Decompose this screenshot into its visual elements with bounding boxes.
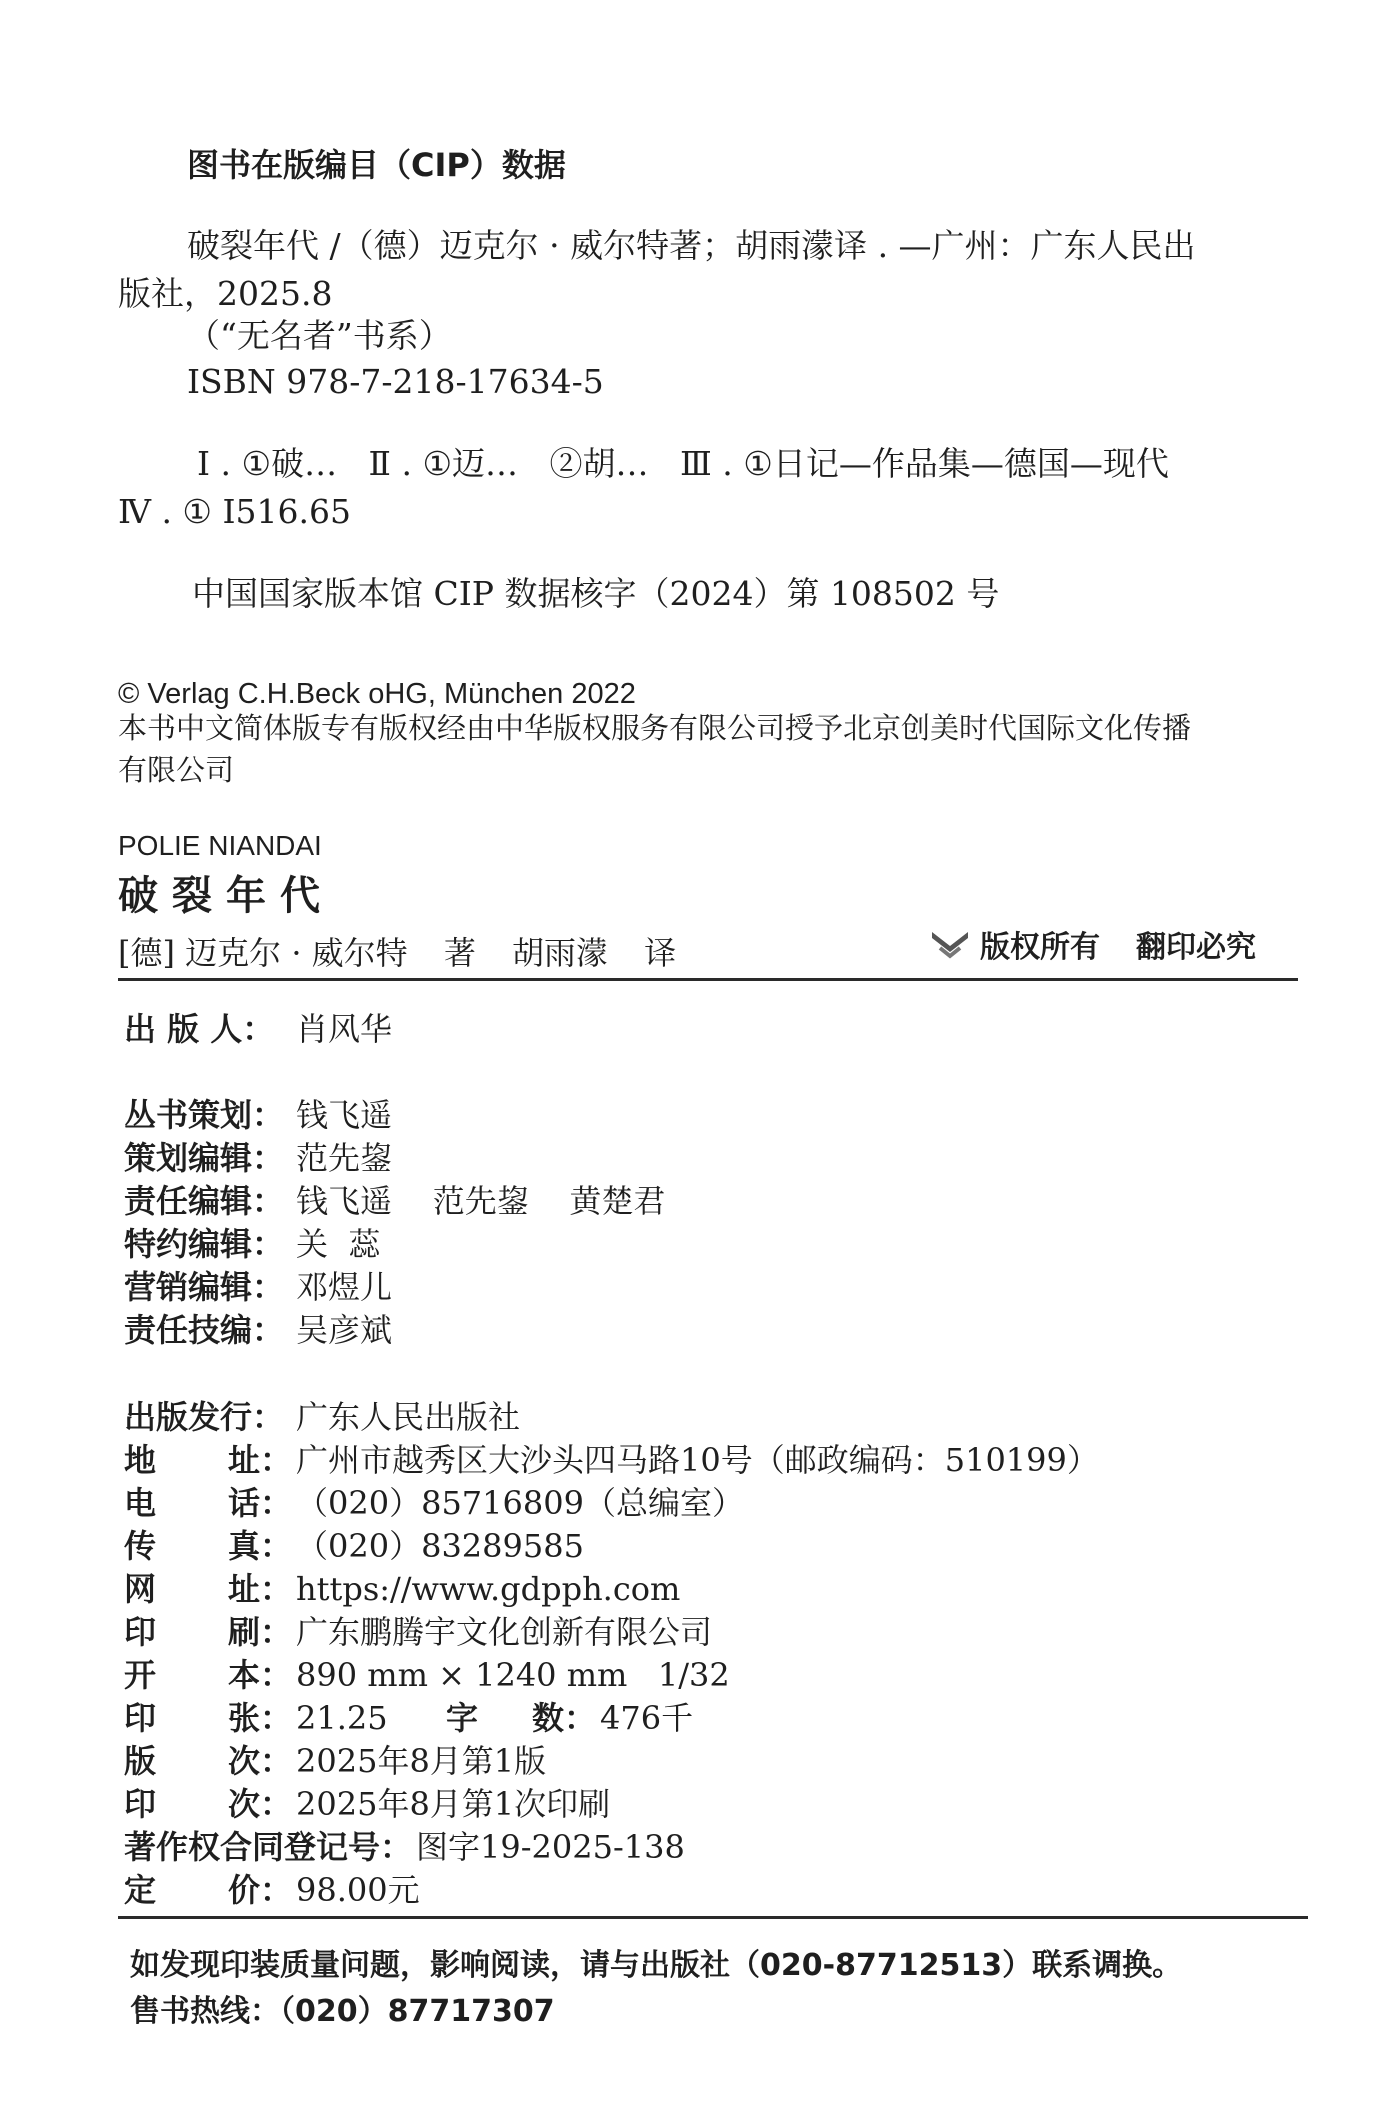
byline-author-role: 著: [443, 934, 476, 972]
copyright-line1: © Verlag C.H.Beck oHG, München 2022: [118, 678, 636, 710]
pub-contract: 著作权合同登记号： 图字19-2025-138: [124, 1828, 685, 1866]
pub-price: 定 价： 98.00元: [124, 1871, 420, 1909]
credit-publisher: [124, 1004, 392, 1046]
credit-planning-editor: [124, 1133, 392, 1175]
pub-printing: 印 次： 2025年8月第1次印刷: [124, 1785, 611, 1823]
byline-author: [德] 迈克尔 · 威尔特: [118, 934, 408, 972]
pub-sheets: 印 张： 21.25 字 数： 476千: [124, 1699, 694, 1737]
footer-hotline: 售书热线：（020）87717307: [130, 1994, 555, 2029]
credit-label: 策划编辑：: [124, 1139, 285, 1177]
byline: [118, 928, 702, 974]
book-title: 破裂年代: [118, 873, 334, 919]
credit-value: 邓煜儿: [296, 1268, 393, 1306]
book-pinyin: POLIE NIANDAI: [118, 830, 322, 861]
pub-fax: 传 真： （020）83289585: [124, 1527, 584, 1565]
pub-printer: 印 刷： 广东鹏腾宇文化创新有限公司: [124, 1613, 713, 1651]
credit-special-editor: [124, 1219, 380, 1261]
cip-entry-line2: 版社，2025.8: [118, 274, 333, 313]
byline-translator: 胡雨濛: [512, 934, 609, 972]
pub-format: 开 本： 890 mm × 1240 mm 1/32: [124, 1656, 730, 1694]
pub-phone: 电 话： （020）85716809（总编室）: [124, 1484, 744, 1522]
byline-translator-role: 译: [644, 934, 677, 972]
credit-value: 肖风华: [296, 1010, 393, 1048]
copyright-line2: 本书中文简体版专有版权经由中华版权服务有限公司授予北京创美时代国际文化传播: [118, 711, 1192, 745]
credit-series-planner: [124, 1090, 392, 1132]
credit-label: 丛书策划：: [124, 1096, 285, 1134]
footer-notice: 如发现印装质量问题，影响阅读，请与出版社（020-87712513）联系调换。: [130, 1948, 1183, 1983]
divider-bottom: [118, 1916, 1308, 1919]
credit-label: 出 版 人：: [124, 1010, 275, 1048]
credit-value: 范先鋆: [296, 1139, 393, 1177]
rights-reserved: 版权所有: [980, 930, 1100, 965]
credit-label: 特约编辑：: [124, 1225, 285, 1263]
cip-subject-line1: Ⅰ . ①破… Ⅱ . ①迈… ②胡… Ⅲ . ①日记—作品集—德国—现代: [197, 444, 1169, 483]
pub-distributor: 出版发行： 广东人民出版社: [124, 1398, 521, 1436]
cip-series: （“无名者”书系）: [187, 316, 452, 355]
pub-edition: 版 次： 2025年8月第1版: [124, 1742, 547, 1780]
cip-approval: 中国国家版本馆 CIP 数据核字（2024）第 108502 号: [192, 574, 1000, 613]
credit-marketing-editor: [124, 1262, 392, 1304]
cip-subject-line2: Ⅳ . ① I516.65: [118, 492, 352, 531]
credit-value: 吴彦斌: [296, 1311, 393, 1349]
credit-value: 钱飞遥: [296, 1096, 393, 1134]
cip-isbn: ISBN 978-7-218-17634-5: [187, 362, 604, 401]
pub-address: 地 址： 广州市越秀区大沙头四马路10号（邮政编码：510199）: [124, 1441, 1099, 1479]
divider-top: [118, 978, 1298, 981]
cip-entry-line1: 破裂年代 /（德）迈克尔 · 威尔特著；胡雨濛译 . —广州：广东人民出: [187, 226, 1196, 265]
rights-no-reprint: 翻印必究: [1136, 930, 1256, 965]
copyright-line3: 有限公司: [118, 753, 235, 787]
rights-notice: [930, 922, 1256, 966]
credit-value: 关 蕊: [296, 1225, 381, 1263]
credit-responsible-editor: [124, 1176, 665, 1218]
credit-value: 钱飞遥 范先鋆 黄楚君: [296, 1182, 666, 1220]
credit-label: 营销编辑：: [124, 1268, 285, 1306]
credit-label: 责任技编：: [124, 1311, 285, 1349]
credit-technical-editor: [124, 1305, 392, 1347]
cip-title: 图书在版编目（CIP）数据: [187, 146, 566, 184]
credit-label: 责任编辑：: [124, 1182, 285, 1220]
pub-website: 网 址： https://www.gdpph.com: [124, 1570, 681, 1608]
publisher-logo-icon: [930, 928, 970, 960]
